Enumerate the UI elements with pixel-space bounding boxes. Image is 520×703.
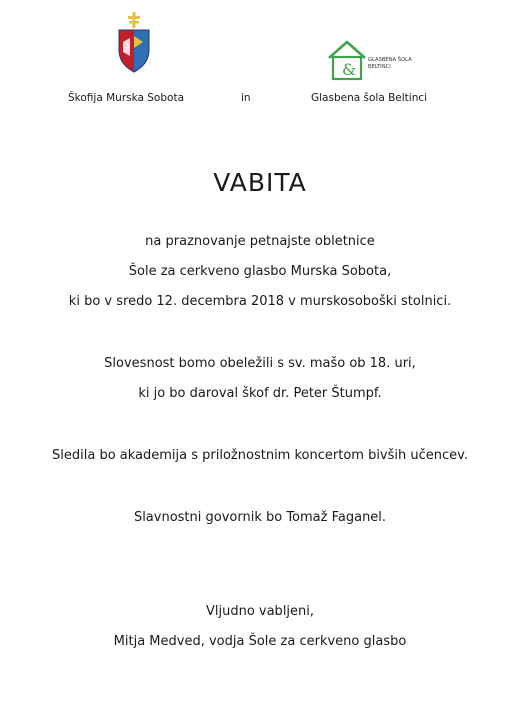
body-line: ki bo v sredo 12. decembra 2018 v murskosoboški stolnici. (68, 294, 452, 309)
body-line: na praznovanje petnajste obletnice (145, 234, 375, 249)
svg-text:&: & (342, 60, 357, 79)
closing-greeting: Vljudno vabljeni, (205, 604, 315, 619)
invitation-title: VABITA (213, 168, 307, 197)
body-line: Slavnostni govornik bo Tomaž Faganel. (133, 510, 387, 525)
left-organization-name: Škofija Murska Sobota (68, 92, 184, 104)
logo-text-line1: GLASBENA ŠOLA (368, 57, 412, 63)
connector-word: in (241, 92, 251, 104)
body-line: Slovesnost bomo obeležili s sv. mašo ob 18. uri, (104, 356, 416, 371)
logo-text-line2: BELTINCI (368, 64, 391, 70)
closing-signature: Mitja Medved, vodja Šole za cerkveno glasbo (113, 634, 407, 649)
right-organization-name: Glasbena šola Beltinci (311, 92, 428, 104)
body-line: Šole za cerkveno glasbo Murska Sobota, (128, 264, 392, 279)
body-line: ki jo bo daroval škof dr. Peter Štumpf. (138, 386, 382, 401)
music-school-logo-icon (326, 38, 418, 82)
diocese-coat-of-arms-icon (115, 12, 153, 76)
body-line: Sledila bo akademija s priložnostnim koncertom bivših učencev. (52, 448, 468, 463)
